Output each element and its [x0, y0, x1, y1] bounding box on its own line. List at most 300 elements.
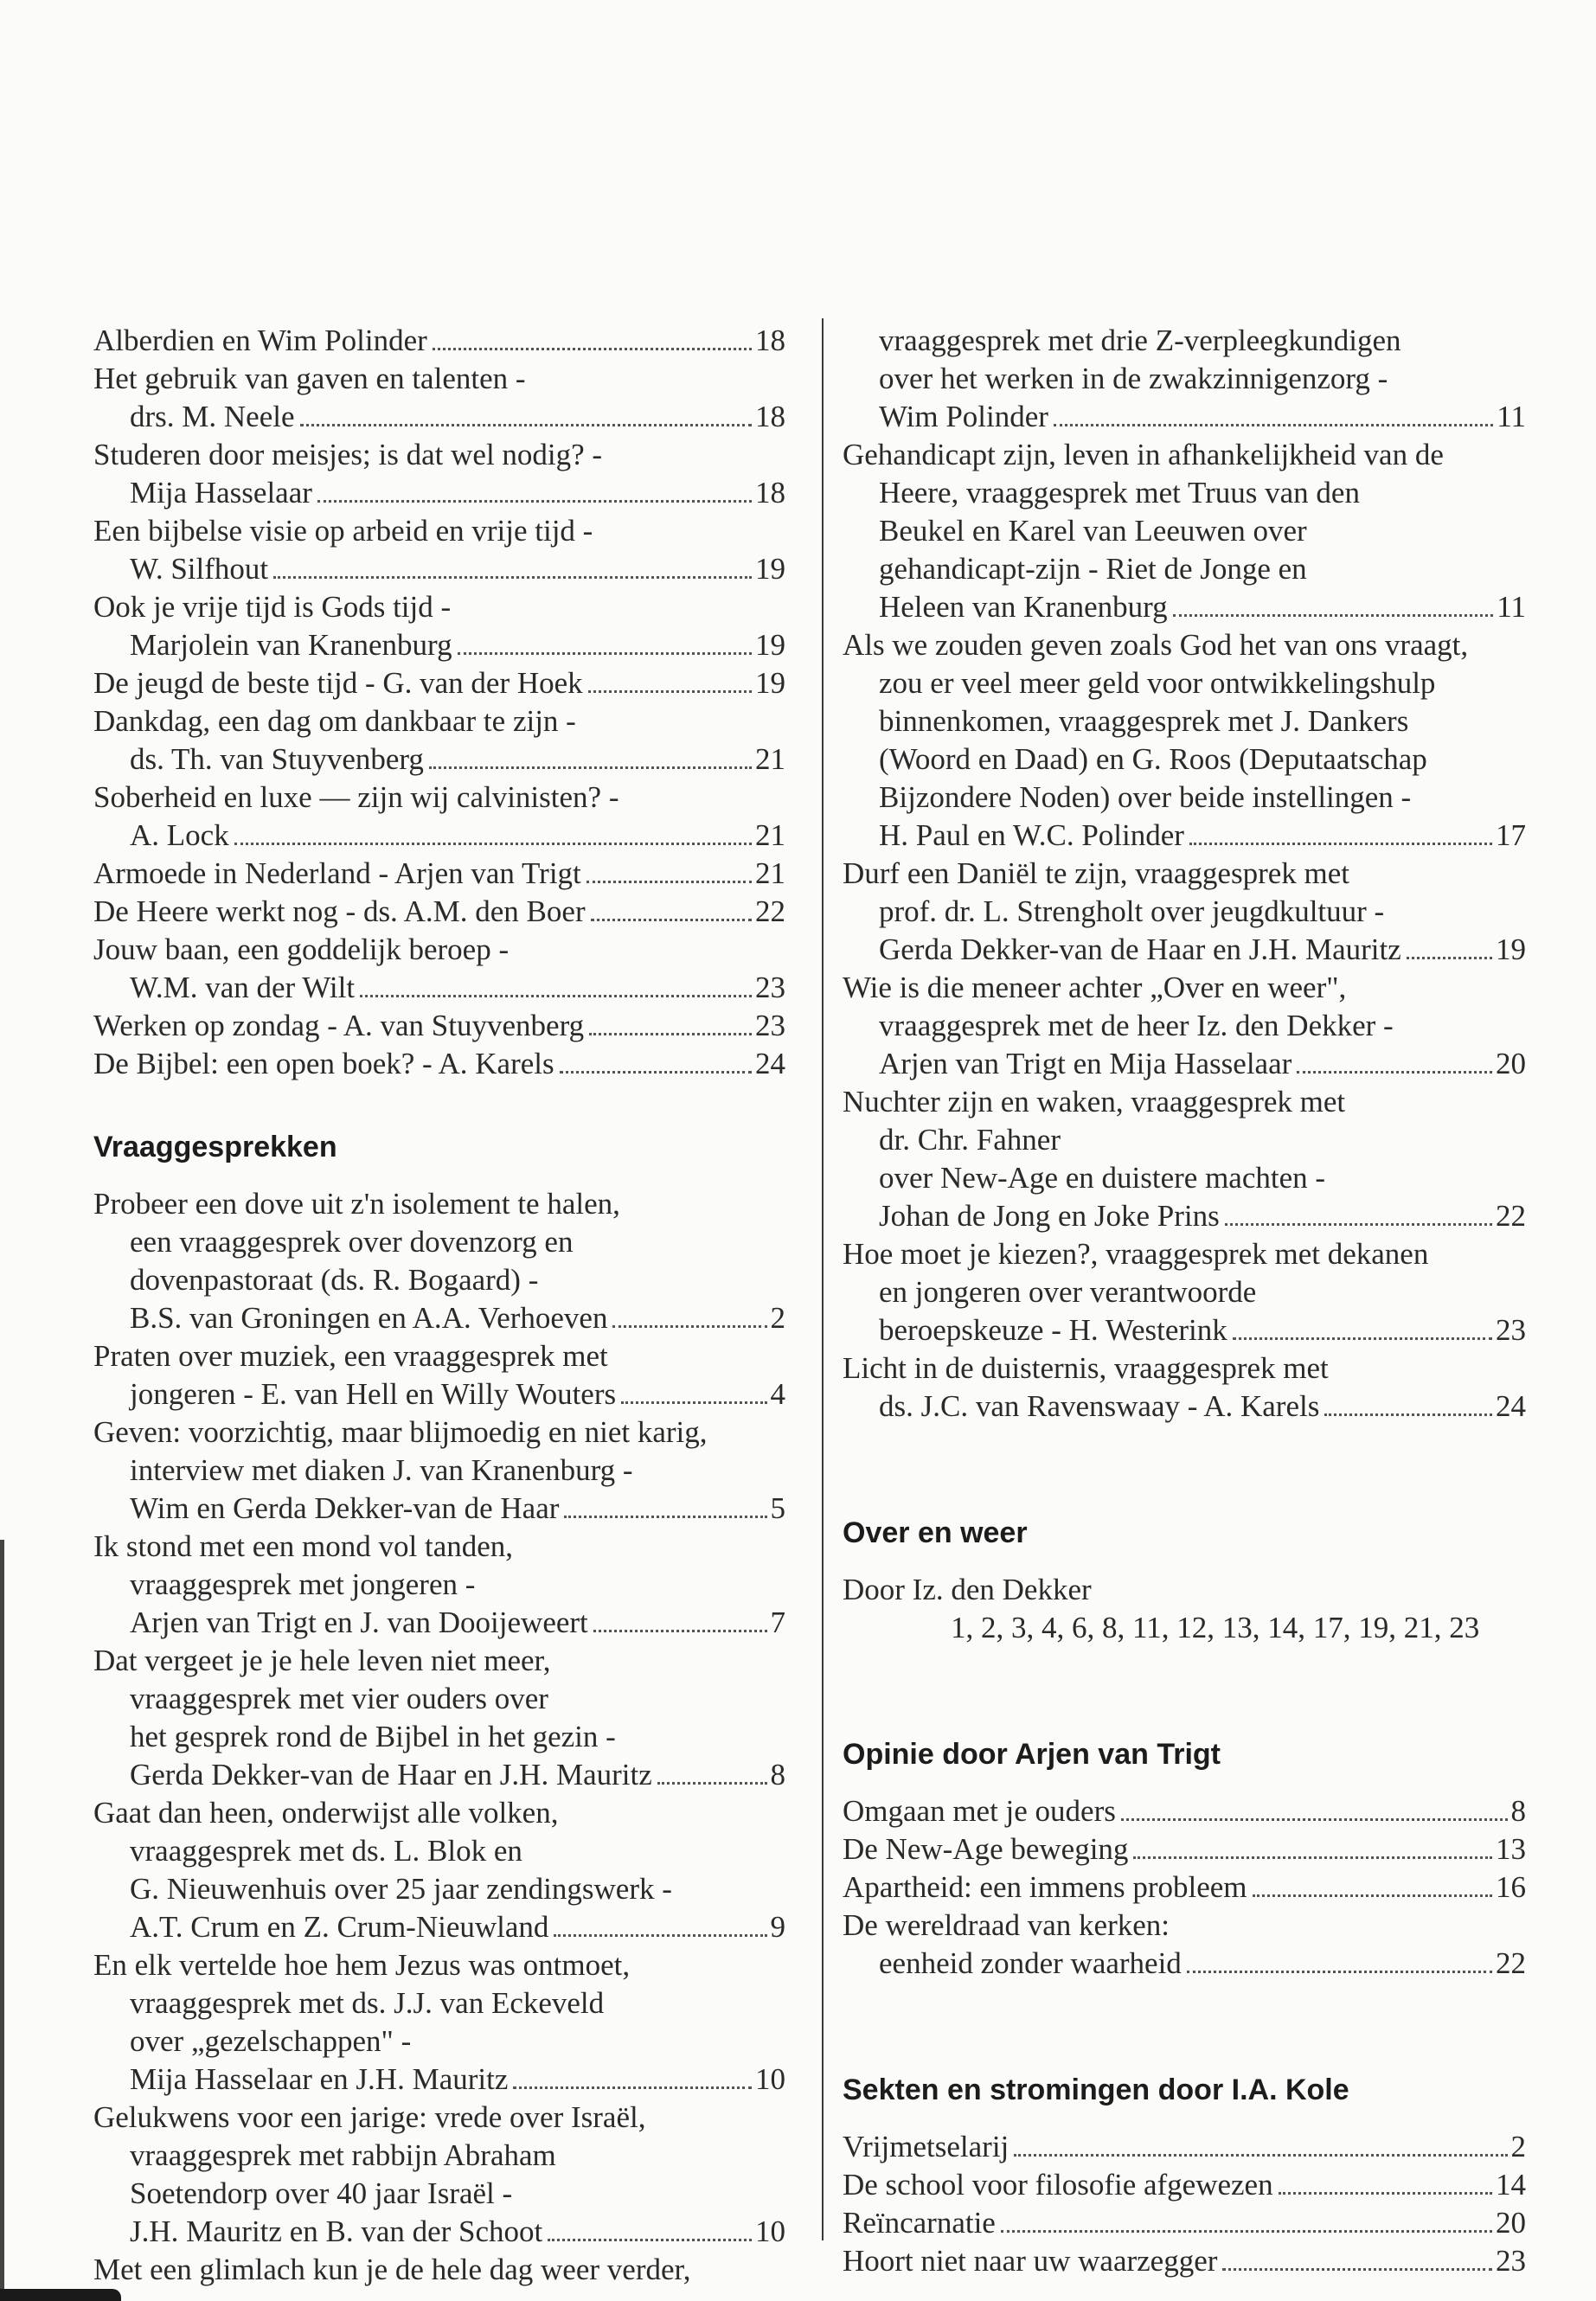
entry-title-line: over het werken in de zwakzinnigenzorg -	[879, 362, 1388, 395]
index-entry	[843, 1907, 1526, 1983]
entry-text-row	[93, 2099, 785, 2137]
dot-leader	[360, 995, 752, 997]
entry-page-number: 21	[755, 856, 785, 890]
entry-page-number: 19	[755, 628, 785, 662]
entry-text-row	[93, 1413, 785, 1452]
index-entry	[843, 322, 1526, 436]
entry-page-number: 20	[1496, 1047, 1526, 1080]
entry-page-number: 20	[1496, 2206, 1526, 2240]
entry-page-number: 11	[1497, 590, 1526, 624]
dot-leader	[1189, 843, 1492, 845]
entry-leader-row	[93, 893, 785, 931]
dot-leader	[317, 500, 752, 503]
entry-title-line: zou er veel meer geld voor ontwikkelingshulp	[879, 666, 1436, 700]
entry-text-row	[93, 1642, 785, 1680]
entry-title-line: Hoe moet je kiezen?, vraaggesprek met dekanen	[843, 1237, 1429, 1271]
entry-page-number: 10	[755, 2214, 785, 2248]
entry-leader-row	[93, 550, 785, 588]
entry-title-line: W. Silfhout	[130, 552, 269, 586]
entry-title-line: B.S. van Groningen en A.A. Verhoeven	[130, 1301, 608, 1335]
entry-text-row	[93, 1946, 785, 1984]
entry-title-line: vraaggesprek met de heer Iz. den Dekker -	[879, 1009, 1394, 1042]
entry-title-line: A.T. Crum en Z. Crum-Nieuwland	[130, 1910, 549, 1944]
index-entry	[843, 1235, 1526, 1349]
entry-title-line: Ik stond met een mond vol tanden,	[93, 1529, 514, 1563]
entry-leader-row	[93, 817, 785, 855]
dot-leader	[560, 1071, 752, 1074]
entry-text-row	[843, 855, 1526, 893]
entry-title-line: Jouw baan, een goddelijk beroep -	[93, 933, 510, 966]
entry-text-row	[93, 702, 785, 740]
entry-title-line: interview met diaken J. van Kranenburg -	[130, 1453, 633, 1487]
dot-leader	[1253, 1894, 1493, 1897]
entry-title-line: een vraaggesprek over dovenzorg en	[130, 1225, 574, 1259]
entry-text-row	[843, 360, 1526, 398]
entry-text-row	[843, 664, 1526, 702]
scan-corner-mark	[0, 2289, 121, 2301]
entry-text-row	[843, 779, 1526, 817]
entry-title-line: Geven: voorzichtig, maar blijmoedig en niet karig,	[93, 1415, 708, 1449]
entry-title-line: Studeren door meisjes; is dat wel nodig? -	[93, 438, 603, 471]
section-heading-over-en-weer: Over en weer	[843, 1516, 1028, 1549]
dot-leader	[588, 690, 752, 693]
entry-leader-row	[843, 398, 1526, 436]
index-list-vraaggesprekken-continued	[843, 322, 1526, 1426]
entry-title-line: De jeugd de beste tijd - G. van der Hoek	[93, 666, 583, 700]
entry-title-line: het gesprek rond de Bijbel in het gezin -	[130, 1720, 616, 1753]
dot-leader	[1133, 1856, 1492, 1859]
over-en-weer-entry	[843, 1571, 1526, 1647]
entry-text-row	[93, 1566, 785, 1604]
entry-leader-row	[93, 474, 785, 512]
index-entry	[93, 1185, 785, 1337]
entry-page-number: 7	[770, 1606, 785, 1639]
entry-leader-row	[93, 1375, 785, 1413]
entry-text-row	[93, 1337, 785, 1375]
entry-page-number: 18	[755, 400, 785, 433]
dot-leader	[1279, 2192, 1492, 2195]
entry-text-row	[93, 1452, 785, 1490]
entry-page-number: 23	[755, 1009, 785, 1042]
index-entry	[843, 2128, 1526, 2166]
entry-title-line: J.H. Mauritz en B. van der Schoot	[130, 2214, 543, 2248]
entry-leader-row	[93, 1490, 785, 1528]
entry-page-number: 24	[755, 1047, 785, 1080]
entry-title-line: Vrijmetselarij	[843, 2130, 1010, 2163]
entry-title-line: En elk vertelde hoe hem Jezus was ontmoet,	[93, 1948, 631, 1982]
entry-text-row	[843, 626, 1526, 664]
index-entry	[93, 436, 785, 512]
entry-leader-row	[843, 1792, 1526, 1830]
entry-text-row	[843, 550, 1526, 588]
entry-leader-row	[93, 2061, 785, 2099]
entry-page-number: 18	[755, 476, 785, 510]
entry-text-row	[93, 1984, 785, 2022]
dot-leader	[1233, 1337, 1492, 1340]
entry-title-line: Beukel en Karel van Leeuwen over	[879, 514, 1307, 548]
index-entry	[93, 664, 785, 702]
entry-page-number: 22	[1496, 1199, 1526, 1233]
entry-text-row	[843, 1121, 1526, 1159]
entry-title-line: Heere, vraaggesprek met Truus van den	[879, 476, 1360, 510]
entry-title-line: dovenpastoraat (ds. R. Bogaard) -	[130, 1263, 539, 1297]
entry-page-number: 13	[1496, 1832, 1526, 1866]
index-entry	[93, 779, 785, 855]
entry-text-row	[93, 512, 785, 550]
entry-text-row	[843, 1349, 1526, 1388]
entry-title-line: Omgaan met je ouders	[843, 1794, 1116, 1828]
entry-page-number: 23	[755, 971, 785, 1004]
dot-leader	[1173, 614, 1494, 617]
index-entry	[93, 1642, 785, 1794]
index-entry	[843, 1868, 1526, 1907]
entry-title-line: binnenkomen, vraaggesprek met J. Dankers	[879, 704, 1409, 738]
entry-title-line: beroepskeuze - H. Westerink	[879, 1313, 1227, 1347]
index-list-general	[93, 322, 785, 1083]
entry-page-number: 19	[1496, 933, 1526, 966]
entry-leader-row	[843, 1311, 1526, 1349]
entry-leader-row	[93, 398, 785, 436]
dot-leader	[1187, 1971, 1492, 1973]
entry-page-number: 19	[755, 666, 785, 700]
entry-leader-row	[843, 2166, 1526, 2204]
entry-leader-row	[93, 969, 785, 1007]
entry-title-line: A. Lock	[130, 818, 229, 852]
entry-text-row	[843, 436, 1526, 474]
entry-text-row	[93, 1528, 785, 1566]
entry-leader-row	[93, 322, 785, 360]
entry-title-line: vraaggesprek met ds. L. Blok en	[130, 1834, 522, 1868]
entry-page-number: 23	[1496, 1313, 1526, 1347]
index-list-sekten	[843, 2128, 1526, 2280]
entry-title-line: De Heere werkt nog - ds. A.M. den Boer	[93, 894, 586, 928]
entry-title-line: vraaggesprek met vier ouders over	[130, 1682, 548, 1715]
index-entry	[843, 1083, 1526, 1235]
entry-text-row	[843, 702, 1526, 740]
entry-title-line: Durf een Daniël te zijn, vraaggesprek met	[843, 856, 1349, 890]
entry-page-number: 5	[770, 1491, 785, 1525]
entry-title-line: Werken op zondag - A. van Stuyvenberg	[93, 1009, 585, 1042]
entry-leader-row	[93, 1756, 785, 1794]
entry-text-row	[93, 2137, 785, 2175]
entry-title-line: Als we zouden geven zoals God het van ons vraagt,	[843, 628, 1469, 662]
entry-leader-row	[93, 664, 785, 702]
dot-leader	[612, 1325, 766, 1328]
entry-leader-row	[93, 855, 785, 893]
entry-page-number: 17	[1496, 818, 1526, 852]
entry-title-line: vraaggesprek met drie Z-verpleegkundigen	[879, 324, 1401, 357]
entry-title-line: W.M. van der Wilt	[130, 971, 356, 1004]
entry-text-row	[843, 1235, 1526, 1273]
entry-title-line: dr. Chr. Fahner	[879, 1123, 1061, 1157]
entry-title-line: Een bijbelse visie op arbeid en vrije tijd -	[93, 514, 593, 548]
entry-title-line: Bijzondere Noden) over beide instellingen -	[879, 780, 1412, 814]
dot-leader	[458, 652, 752, 655]
entry-page-number: 8	[770, 1758, 785, 1791]
entry-title-line: Marjolein van Kranenburg	[130, 628, 452, 662]
entry-title-line: Alberdien en Wim Polinder	[93, 324, 427, 357]
dot-leader	[1297, 1071, 1492, 1074]
dot-leader	[564, 1516, 766, 1518]
entry-title-line: De New-Age beweging	[843, 1832, 1129, 1866]
entry-page-number: 2	[770, 1301, 785, 1335]
index-entry	[93, 322, 785, 360]
entry-title-line: Probeer een dove uit z'n isolement te halen,	[93, 1187, 620, 1221]
over-en-weer-pages: 1, 2, 3, 4, 6, 8, 11, 12, 13, 14, 17, 19, 21, 23	[951, 1611, 1480, 1644]
entry-title-line: De Bijbel: een open boek? - A. Karels	[93, 1047, 554, 1080]
entry-leader-row	[843, 931, 1526, 969]
index-entry	[843, 969, 1526, 1083]
entry-leader-row	[93, 626, 785, 664]
index-entry	[93, 1946, 785, 2099]
entry-title-line: over „gezelschappen" -	[130, 2024, 412, 2058]
index-entry	[93, 1794, 785, 1946]
index-entry	[843, 2166, 1526, 2204]
entry-title-line: H. Paul en W.C. Polinder	[879, 818, 1184, 852]
entry-page-number: 24	[1496, 1389, 1526, 1423]
entry-title-line: vraaggesprek met jongeren -	[130, 1567, 476, 1601]
dot-leader	[1014, 2154, 1507, 2157]
entry-text-row	[93, 1794, 785, 1832]
section-heading-opinie: Opinie door Arjen van Trigt	[843, 1738, 1221, 1771]
entry-title-line: De wereldraad van kerken:	[843, 1908, 1170, 1942]
entry-title-line: Hoort niet naar uw waarzegger	[843, 2244, 1218, 2278]
entry-page-number: 2	[1510, 2130, 1526, 2163]
column-divider	[822, 318, 824, 2240]
index-list-vraaggesprekken	[93, 1185, 785, 2289]
entry-page-number: 11	[1497, 400, 1526, 433]
entry-title-line: De school voor filosofie afgewezen	[843, 2168, 1273, 2202]
dot-leader	[586, 881, 752, 883]
entry-title-line: eenheid zonder waarheid	[879, 1946, 1182, 1980]
entry-page-number: 19	[755, 552, 785, 586]
entry-text-row	[93, 436, 785, 474]
index-entry	[93, 512, 785, 588]
index-entry	[843, 855, 1526, 969]
entry-leader-row	[93, 1908, 785, 1946]
entry-title-line: Gehandicapt zijn, leven in afhankelijkheid van de	[843, 438, 1444, 471]
entry-page-number: 9	[770, 1910, 785, 1944]
index-entry	[93, 855, 785, 893]
entry-title-line: over New-Age en duistere machten -	[879, 1161, 1326, 1195]
entry-text-row	[93, 1185, 785, 1223]
entry-text-row	[843, 512, 1526, 550]
section-heading-vraaggesprekken: Vraaggesprekken	[93, 1131, 337, 1163]
index-entry	[93, 360, 785, 436]
entry-leader-row	[93, 1045, 785, 1083]
dot-leader	[548, 2239, 752, 2241]
entry-title-line: Het gebruik van gaven en talenten -	[93, 362, 526, 395]
index-entry	[93, 1413, 785, 1528]
entry-page-number: 21	[755, 818, 785, 852]
entry-text-row	[843, 893, 1526, 931]
entry-text-row	[93, 1870, 785, 1908]
entry-title-line: Dat vergeet je je hele leven niet meer,	[93, 1644, 551, 1677]
over-en-weer-line: Door Iz. den Dekker	[843, 1573, 1092, 1606]
entry-leader-row	[93, 740, 785, 779]
dot-leader	[621, 1401, 766, 1404]
entry-text-row	[843, 1159, 1526, 1197]
entry-title-line: Johan de Jong en Joke Prins	[879, 1199, 1220, 1233]
entry-page-number: 8	[1510, 1794, 1526, 1828]
entry-title-line: Gaat dan heen, onderwijst alle volken,	[93, 1796, 559, 1830]
dot-leader	[1222, 2268, 1492, 2271]
dot-leader	[554, 1934, 766, 1937]
entry-text-row	[93, 1832, 785, 1870]
index-list-opinie	[843, 1792, 1526, 1983]
entry-text-row	[93, 2022, 785, 2061]
index-entry	[93, 1045, 785, 1083]
index-entry	[843, 2204, 1526, 2242]
entry-title-line: Nuchter zijn en waken, vraaggesprek met	[843, 1085, 1346, 1118]
entry-title-line: jongeren - E. van Hell en Willy Wouters	[130, 1377, 617, 1411]
entry-text-row	[843, 1907, 1526, 1945]
entry-text-row	[93, 360, 785, 398]
entry-leader-row	[843, 2204, 1526, 2242]
entry-title-line: Arjen van Trigt en J. van Dooijeweert	[130, 1606, 588, 1639]
entry-page-number: 16	[1496, 1870, 1526, 1904]
entry-page-number: 18	[755, 324, 785, 357]
entry-title-line: Gerda Dekker-van de Haar en J.H. Mauritz	[130, 1758, 652, 1791]
dot-leader	[234, 843, 752, 845]
entry-leader-row	[843, 1945, 1526, 1983]
dot-leader	[300, 424, 752, 426]
entry-title-line: G. Nieuwenhuis over 25 jaar zendingswerk -	[130, 1872, 672, 1906]
entry-leader-row	[843, 588, 1526, 626]
entry-title-line: Gelukwens voor een jarige: vrede over Israël,	[93, 2100, 646, 2134]
entry-title-line: Wim en Gerda Dekker-van de Haar	[130, 1491, 560, 1525]
index-entry	[93, 931, 785, 1007]
entry-page-number: 21	[755, 742, 785, 776]
index-entry	[93, 1337, 785, 1413]
index-entry	[93, 588, 785, 664]
entry-text-row	[93, 1261, 785, 1299]
entry-title-line: Met een glimlach kun je de hele dag weer verder,	[93, 2253, 691, 2286]
dot-leader	[429, 766, 752, 769]
index-entry	[843, 1830, 1526, 1868]
entry-text-row	[843, 740, 1526, 779]
entry-title-line: Gerda Dekker-van de Haar en J.H. Mauritz	[879, 933, 1401, 966]
entry-text-row	[843, 322, 1526, 360]
entry-leader-row	[843, 2128, 1526, 2166]
index-entry	[843, 1792, 1526, 1830]
entry-title-line: Soetendorp over 40 jaar Israël -	[130, 2176, 513, 2210]
dot-leader	[1054, 424, 1493, 426]
entry-title-line: en jongeren over verantwoorde	[879, 1275, 1257, 1309]
entry-text-row	[93, 1718, 785, 1756]
entry-leader-row	[843, 817, 1526, 855]
entry-text-row	[93, 1680, 785, 1718]
entry-page-number: 22	[1496, 1946, 1526, 1980]
entry-title-line: drs. M. Neele	[130, 400, 295, 433]
entry-text-row	[93, 2175, 785, 2213]
entry-text-row	[843, 1007, 1526, 1045]
entry-page-number: 23	[1496, 2244, 1526, 2278]
dot-leader	[273, 576, 752, 579]
entry-text-row	[93, 2251, 785, 2289]
entry-leader-row	[843, 1868, 1526, 1907]
entry-page-number: 14	[1496, 2168, 1526, 2202]
entry-leader-row	[843, 1830, 1526, 1868]
dot-leader	[593, 1630, 767, 1632]
scan-edge-mark	[0, 1540, 4, 2301]
entry-leader-row	[93, 1007, 785, 1045]
dot-leader	[1407, 957, 1492, 959]
index-entry	[843, 626, 1526, 855]
entry-leader-row	[843, 1045, 1526, 1083]
entry-leader-row	[93, 2213, 785, 2251]
entry-text-row	[93, 931, 785, 969]
dot-leader	[1324, 1413, 1492, 1416]
entry-text-row	[843, 1273, 1526, 1311]
index-entry	[843, 1349, 1526, 1426]
index-entry	[93, 1007, 785, 1045]
entry-leader-row	[843, 2242, 1526, 2280]
entry-leader-row	[93, 1604, 785, 1642]
entry-title-line: Wim Polinder	[879, 400, 1048, 433]
entry-title-line: Reïncarnatie	[843, 2206, 996, 2240]
entry-title-line: Mija Hasselaar en J.H. Mauritz	[130, 2062, 509, 2096]
entry-text-row	[93, 1223, 785, 1261]
dot-leader	[513, 2086, 752, 2089]
entry-title-line: Soberheid en luxe — zijn wij calvinisten? -	[93, 780, 619, 814]
dot-leader	[657, 1782, 767, 1785]
entry-title-line: Praten over muziek, een vraaggesprek met	[93, 1339, 608, 1373]
entry-title-line: Mija Hasselaar	[130, 476, 312, 510]
entry-title-line: Armoede in Nederland - Arjen van Trigt	[93, 856, 581, 890]
entry-title-line: vraaggesprek met ds. J.J. van Eckeveld	[130, 1986, 605, 2020]
entry-leader-row	[93, 1299, 785, 1337]
dot-leader	[1121, 1818, 1508, 1821]
entry-text-row	[93, 779, 785, 817]
entry-title-line: Dankdag, een dag om dankbaar te zijn -	[93, 704, 576, 738]
dot-leader	[591, 919, 752, 921]
entry-page-number: 22	[755, 894, 785, 928]
entry-text-row	[843, 1083, 1526, 1121]
entry-title-line: Heleen van Kranenburg	[879, 590, 1168, 624]
entry-page-number: 10	[755, 2062, 785, 2096]
section-heading-sekten: Sekten en stromingen door I.A. Kole	[843, 2073, 1349, 2106]
entry-title-line: Apartheid: een immens probleem	[843, 1870, 1247, 1904]
dot-leader	[433, 348, 752, 350]
index-entry	[93, 1528, 785, 1642]
entry-title-line: ds. J.C. van Ravenswaay - A. Karels	[879, 1389, 1320, 1423]
entry-title-line: prof. dr. L. Strengholt over jeugdkultuur -	[879, 894, 1385, 928]
entry-title-line: ds. Th. van Stuyvenberg	[130, 742, 424, 776]
entry-title-line: Licht in de duisternis, vraaggesprek met	[843, 1351, 1329, 1385]
index-entry	[93, 893, 785, 931]
left-column	[93, 322, 785, 2289]
index-entry	[843, 436, 1526, 626]
dot-leader	[1225, 1223, 1492, 1226]
entry-title-line: vraaggesprek met rabbijn Abraham	[130, 2138, 556, 2172]
entry-leader-row	[843, 1197, 1526, 1235]
index-entry	[93, 2099, 785, 2251]
entry-page-number: 4	[770, 1377, 785, 1411]
right-column	[843, 322, 1526, 2280]
entry-title-line: Ook je vrije tijd is Gods tijd -	[93, 590, 452, 624]
entry-title-line: (Woord en Daad) en G. Roos (Deputaatschap	[879, 742, 1427, 776]
entry-text-row	[843, 474, 1526, 512]
dot-leader	[1001, 2230, 1492, 2233]
entry-title-line: Wie is die meneer achter „Over en weer",	[843, 971, 1347, 1004]
entry-text-row	[93, 588, 785, 626]
entry-title-line: gehandicapt-zijn - Riet de Jonge en	[879, 552, 1307, 586]
index-entry	[93, 702, 785, 779]
entry-leader-row	[843, 1388, 1526, 1426]
entry-title-line: Arjen van Trigt en Mija Hasselaar	[879, 1047, 1292, 1080]
index-entry	[93, 2251, 785, 2289]
